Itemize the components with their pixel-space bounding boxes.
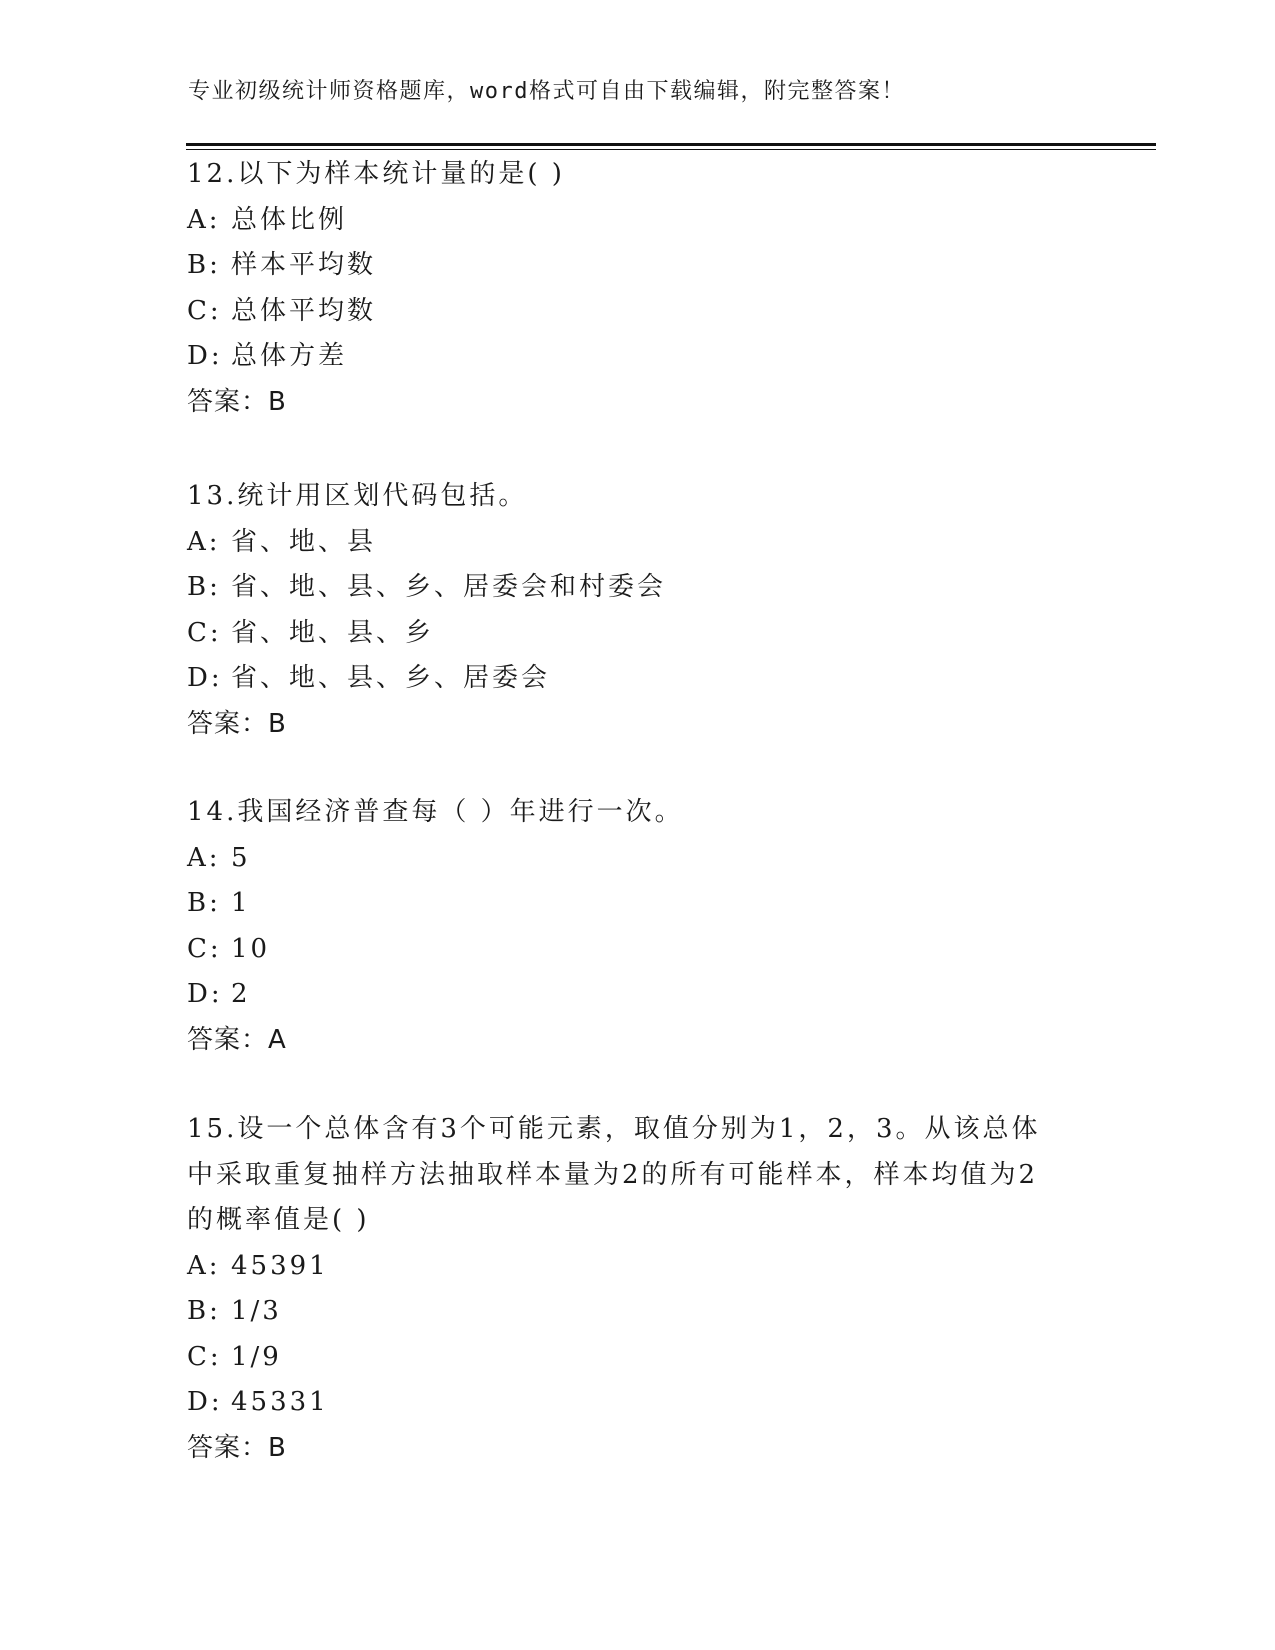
option-b [187,243,1087,289]
option-c [187,611,1087,657]
option-d [187,334,1087,380]
option-letter: C: [187,933,222,964]
option-c [187,1335,1067,1381]
option-a [187,836,1087,882]
header-rule-thick [186,143,1156,146]
header-rule-thin [186,149,1156,150]
option-text: 1/9 [231,1341,282,1372]
option-text: 2 [231,979,251,1009]
question-title: 14.我国经济普查每（ ）年进行一次。 [187,797,684,827]
option-letter: B: [187,250,221,280]
option-text: 1/3 [231,1296,282,1326]
option-text: 45331 [231,1387,329,1417]
option-letter: D: [187,1387,223,1417]
answer-line: 答案：B [187,386,287,417]
question-14 [187,790,1087,1063]
option-text: 省、地、县、乡、居委会和村委会 [231,572,667,602]
option-letter: A: [187,526,221,557]
option-text: 省、地、县、乡、居委会 [231,663,551,693]
option-letter: D: [187,341,223,371]
option-letter: B: [187,888,221,918]
option-text: 总体比例 [231,204,348,235]
option-letter: B: [187,572,221,602]
option-letter: C: [187,1341,222,1372]
question-13 [187,474,1087,747]
option-text: 总体方差 [231,341,348,371]
option-text: 总体平均数 [231,295,377,326]
option-b [187,881,1087,927]
option-text: 省、地、县 [231,526,377,557]
option-a [187,198,1087,244]
option-text: 1 [231,888,251,918]
option-text: 10 [231,933,271,964]
question-15 [187,1107,1067,1471]
option-letter: C: [187,295,222,326]
question-12 [187,152,1087,425]
option-letter: D: [187,663,223,693]
option-c [187,289,1087,335]
option-d [187,656,1087,702]
option-letter: A: [187,204,221,235]
option-letter: B: [187,1296,221,1326]
answer-line: 答案：A [187,1024,287,1055]
option-b [187,565,1087,611]
option-letter: D: [187,979,223,1009]
option-d [187,972,1087,1018]
option-c [187,927,1087,973]
question-title: 15.设一个总体含有3个可能元素，取值分别为1，2，3。从该总体中采取重复抽样方法抽取样本量为2的所有可能样本，样本均值为2的概率值是( ) [187,1114,1041,1235]
option-text: 样本平均数 [231,250,377,280]
option-letter: A: [187,842,221,873]
answer-line: 答案：B [187,708,287,739]
option-b [187,1289,1067,1335]
question-title: 13.统计用区划代码包括。 [187,481,528,511]
option-d [187,1380,1067,1426]
page-header: 专业初级统计师资格题库，word格式可自由下载编辑，附完整答案！ [188,79,905,104]
option-a [187,520,1087,566]
question-title: 12.以下为样本统计量的是( ) [187,159,565,189]
option-text: 5 [231,842,251,873]
option-text: 45391 [231,1250,329,1281]
option-a [187,1244,1067,1290]
option-letter: C: [187,617,222,648]
option-letter: A: [187,1250,221,1281]
option-text: 省、地、县、乡 [231,617,435,648]
answer-line: 答案：B [187,1432,287,1463]
